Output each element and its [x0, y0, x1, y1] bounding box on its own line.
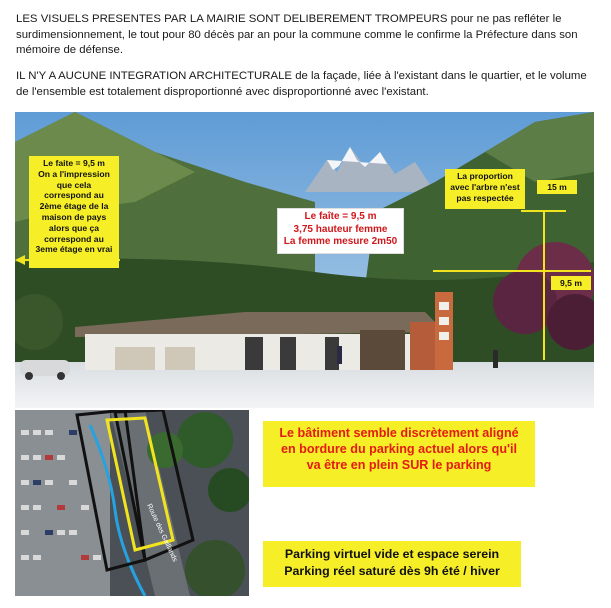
road-label: Route des Gaillands	[145, 502, 179, 563]
note-line: avec l'arbre n'est	[450, 181, 520, 192]
note-line: en bordure du parking actuel alors qu'il	[280, 442, 518, 456]
note-line: La proportion	[457, 171, 513, 181]
note-line: La femme mesure 2m50	[283, 236, 398, 247]
left-height-note	[29, 156, 119, 268]
dimension-line-middle	[433, 270, 591, 272]
intro-paragraph-1: LES VISUELS PRESENTES PAR LA MAIRIE SONT DELIBEREMENT TROMPEURS pour ne pas refléter le surdimensionnement, le tout pour 80 décès par an pour la commune comme le confirme la Préfecture dans son mémoire de défense.	[16, 13, 578, 56]
note-line: On a l'impression	[38, 168, 110, 179]
note-line: alors que ça	[48, 222, 100, 233]
note-line: 2ème étage de la	[39, 201, 109, 212]
note-line: Le faite = 9,5 m	[43, 158, 105, 168]
right-proportion-note	[445, 169, 525, 209]
center-height-note	[277, 208, 404, 254]
note-line: correspond au	[44, 190, 104, 201]
note-line: que cela	[56, 179, 92, 190]
parking-note	[263, 541, 521, 587]
note-line: maison de pays	[41, 211, 107, 222]
note-line: Le faîte = 9,5 m	[304, 211, 377, 222]
alignment-note	[263, 421, 535, 487]
note-line: 3eme étage en vrai	[35, 244, 113, 255]
aerial-image	[15, 410, 249, 596]
dimension-line-top	[521, 210, 566, 212]
note-line: Le bâtiment semble discrètement aligné	[279, 426, 519, 440]
note-line: 3,75 hauteur femme	[293, 223, 388, 235]
building-rendering	[15, 112, 594, 408]
note-line: pas respectée	[456, 192, 514, 203]
note-line: Parking virtuel vide et espace serein	[284, 547, 500, 561]
note-line: Parking réel saturé dès 9h été / hiver	[284, 564, 500, 578]
dimension-line-vertical	[543, 210, 545, 360]
aerial-parking-view	[15, 410, 249, 596]
note-line: correspond au	[44, 233, 104, 244]
note-line: va être en plein SUR le parking	[306, 458, 492, 472]
intro-paragraph-2: IL N'Y A AUCUNE INTEGRATION ARCHITECTURALE de la façade, liée à l'existant dans le quartier, et le volume de l'ensemble est totalement disproportionné avec disproportionné avec l'existant.	[16, 70, 587, 98]
dimension-9-5m-label: 9,5 m	[551, 276, 591, 290]
dimension-15m-label: 15 m	[537, 180, 577, 194]
